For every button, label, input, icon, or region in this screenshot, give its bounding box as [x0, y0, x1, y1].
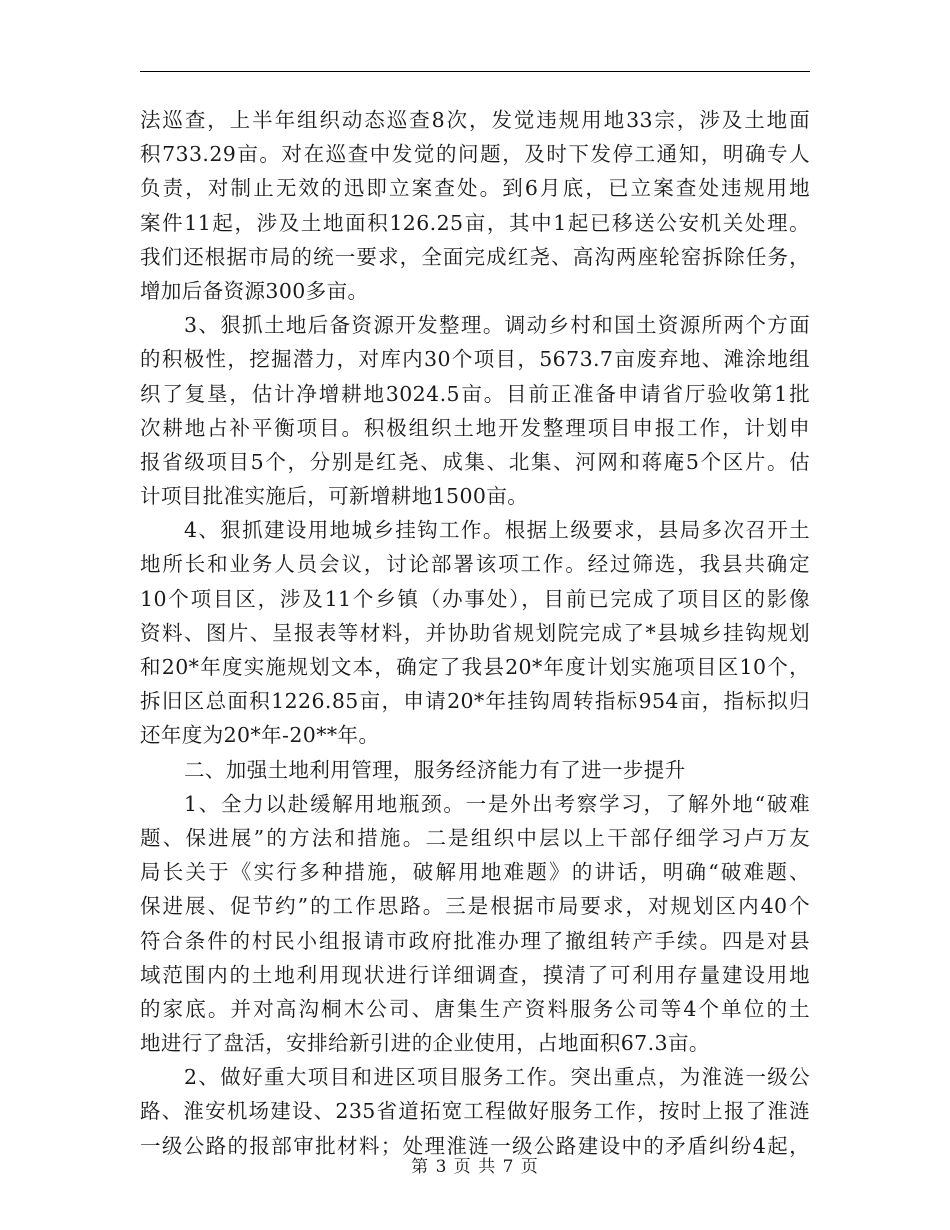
text-line: 一级公路的报部审批材料；处理淮涟一级公路建设中的矛盾纠纷4起， — [140, 1133, 810, 1158]
text-line: 资料、图片、呈报表等材料，并协助省规划院完成了*县城乡挂钩规划 — [140, 620, 810, 645]
text-line: 我们还根据市局的统一要求，全面完成红尧、高沟两座轮窑拆除任务， — [140, 244, 810, 269]
text-line: 2、做好重大项目和进区项目服务工作。突出重点，为淮涟一级公 — [184, 1065, 810, 1090]
header-rule — [140, 71, 810, 72]
text-line: 和20*年度实施规划文本，确定了我县20*年度计划实施项目区10个， — [140, 655, 810, 679]
text-line: 域范围内的土地利用现状进行详细调查，摸清了可利用存量建设用地 — [140, 962, 810, 987]
text-line: 3、狠抓土地后备资源开发整理。调动乡村和国土资源所两个方面 — [184, 313, 810, 338]
text-line: 还年度为20*年-20**年。 — [140, 723, 380, 748]
text-line: 题、保进展”的方法和措施。二是组织中层以上干部仔细学习卢万友 — [140, 825, 810, 850]
text-line: 增加后备资源300多亩。 — [140, 278, 369, 303]
text-line: 的积极性，挖掘潜力，对库内30个项目，5673.7亩废弃地、滩涂地组 — [140, 347, 810, 372]
text-line: 地所长和业务人员会议，讨论部署该项工作。经过筛选，我县共确定 — [140, 552, 810, 577]
text-line: 负责，对制止无效的迅即立案查处。到6月底，已立案查处违规用地 — [140, 176, 810, 201]
text-line: 次耕地占补平衡项目。积极组织土地开发整理项目申报工作，计划申 — [140, 415, 810, 440]
text-line: 计项目批准实施后，可新增耕地1500亩。 — [140, 484, 529, 509]
text-line: 1、全力以赴缓解用地瓶颈。一是外出考察学习，了解外地“破难 — [184, 791, 810, 816]
text-line: 织了复垦，估计净增耕地3024.5亩。目前正准备申请省厅验收第1批 — [140, 381, 810, 406]
page-number: 第 3 页 共 7 页 — [411, 1157, 539, 1177]
text-line: 报省级项目5个，分别是红尧、成集、北集、河网和蒋庵5个区片。估 — [140, 449, 810, 474]
text-line: 10个项目区，涉及11个乡镇（办事处），目前已完成了项目区的影像 — [140, 586, 810, 611]
document-body — [140, 103, 810, 1163]
text-line: 局长关于《实行多种措施，破解用地难题》的讲话，明确“破难题、 — [140, 860, 810, 885]
text-line: 的家底。并对高沟桐木公司、唐集生产资料服务公司等4个单位的土 — [140, 996, 810, 1021]
text-line: 地进行了盘活，安排给新引进的企业使用，占地面积67.3亩。 — [140, 1031, 710, 1056]
text-line: 二、加强土地利用管理，服务经济能力有了进一步提升 — [184, 757, 686, 782]
text-line: 符合条件的村民小组报请市政府批准办理了撤组转产手续。四是对县 — [140, 928, 810, 953]
text-line: 积733.29亩。对在巡查中发觉的问题，及时下发停工通知，明确专人 — [140, 142, 810, 167]
text-line: 保进展、促节约”的工作思路。三是根据市局要求，对规划区内40个 — [140, 894, 810, 919]
text-line: 拆旧区总面积1226.85亩，申请20*年挂钩周转指标954亩，指标拟归 — [140, 689, 810, 714]
text-line: 案件11起，涉及土地面积126.25亩，其中1起已移送公安机关处理。 — [140, 210, 810, 235]
text-line: 4、狠抓建设用地城乡挂钩工作。根据上级要求，县局多次召开土 — [184, 518, 810, 543]
text-line: 路、淮安机场建设、235省道拓宽工程做好服务工作，按时上报了淮涟 — [140, 1099, 810, 1124]
text-line: 法巡查，上半年组织动态巡查8次，发觉违规用地33宗，涉及土地面 — [140, 108, 810, 132]
